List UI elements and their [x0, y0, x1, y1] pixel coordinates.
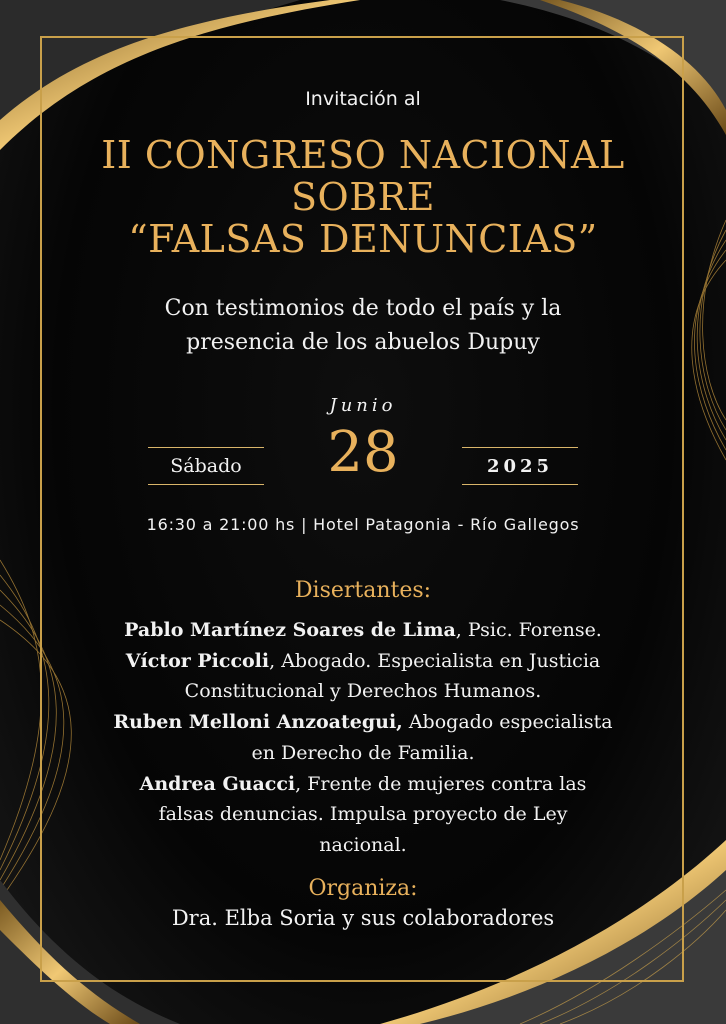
organizer-name: Dra. Elba Soria y sus colaboradores: [171, 906, 555, 930]
speaker-name: Pablo Martínez Soares de Lima: [124, 619, 456, 641]
event-time-location: 16:30 a 21:00 hs | Hotel Patagonia - Río Gallegos: [146, 515, 580, 534]
subtitle-line: presencia de los abuelos Dupuy: [186, 330, 540, 355]
speaker-item: [0, 707, 726, 768]
speaker-name: Andrea Guacci: [139, 772, 296, 795]
title-line: “FALSAS DENUNCIAS”: [128, 217, 598, 261]
speaker-item: [0, 646, 726, 707]
event-weekday: Sábado: [148, 447, 264, 485]
title-line: SOBRE: [291, 175, 435, 219]
event-subtitle: [0, 292, 726, 360]
speaker-description: Abogado especialista: [402, 711, 613, 734]
speaker-item: [0, 615, 726, 646]
event-month: Junio: [329, 395, 397, 416]
speaker-name: Ruben Melloni Anzoategui,: [113, 711, 403, 734]
speaker-description: , Frente de mujeres contra las: [295, 772, 587, 795]
event-title: [0, 134, 726, 260]
title-line: II CONGRESO NACIONAL: [101, 133, 625, 177]
speaker-description: Constitucional y Derechos Humanos.: [184, 680, 542, 703]
speaker-description: , Psic. Forense.: [455, 619, 602, 641]
event-year: 2025: [462, 447, 578, 485]
speaker-name: Víctor Piccoli: [125, 649, 270, 672]
speaker-description: , Abogado. Especialista en Justicia: [269, 649, 601, 672]
speaker-description: en Derecho de Familia.: [251, 741, 475, 764]
speakers-list: [0, 615, 726, 861]
organizer-heading: Organiza:: [308, 876, 418, 901]
event-day: 28: [327, 420, 399, 485]
speaker-item: [0, 769, 726, 861]
speaker-description: falsas denuncias. Impulsa proyecto de Ley: [158, 803, 568, 826]
subtitle-line: Con testimonios de todo el país y la: [164, 296, 562, 321]
intro-text: Invitación al: [305, 88, 421, 110]
speakers-heading: Disertantes:: [294, 578, 432, 603]
speaker-description: nacional.: [319, 833, 407, 856]
